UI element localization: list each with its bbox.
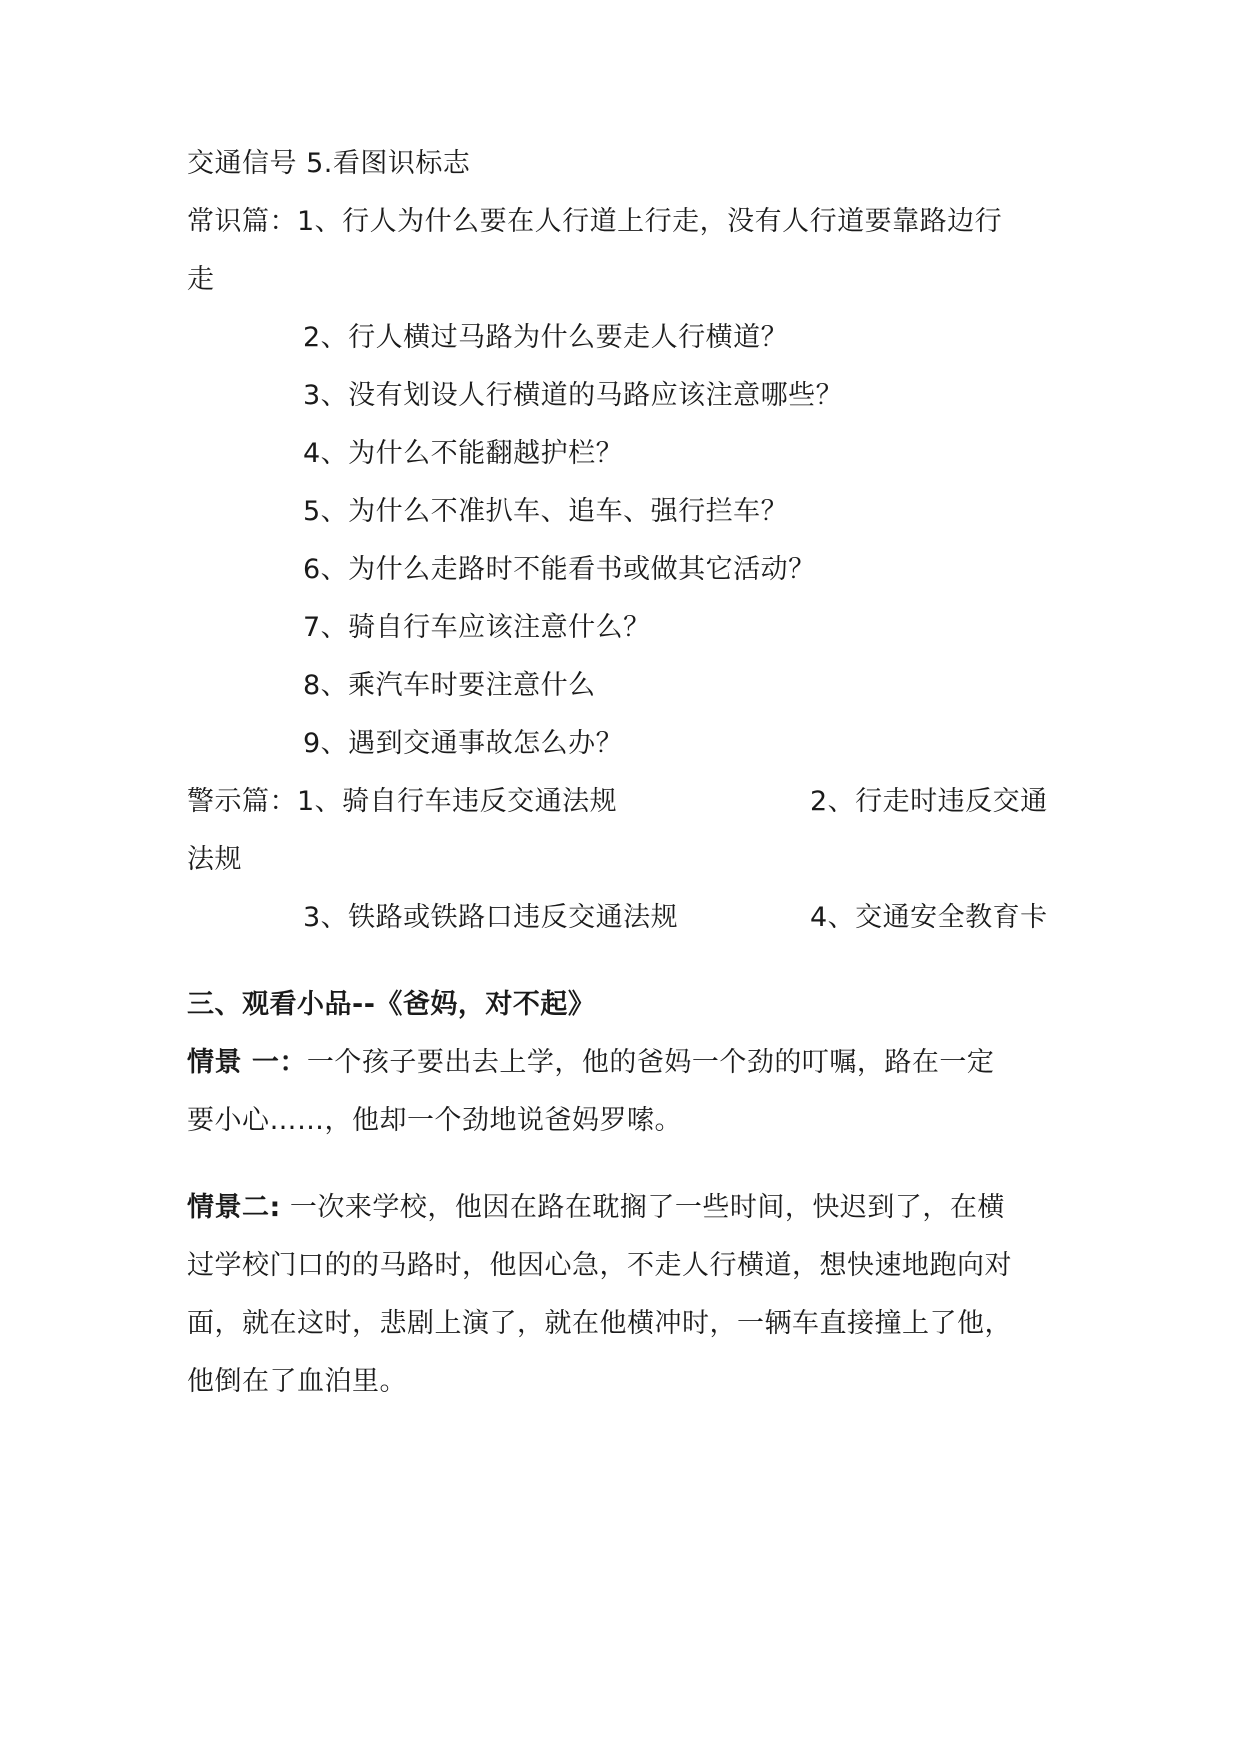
common-knowledge-q6: 6、为什么走路时不能看书或做其它活动？ <box>303 554 816 585</box>
scene-one-line-2: 要小心……，他却一个劲地说爸妈罗嗦。 <box>187 1105 682 1136</box>
scene-two-line-3: 面，就在这时，悲剧上演了，就在他横冲时，一辆车直接撞上了他， <box>187 1308 1012 1339</box>
warning-item-4: 4、交通安全教育卡 <box>810 902 1048 933</box>
common-knowledge-q2: 2、行人横过马路为什么要走人行横道？ <box>303 322 789 353</box>
scene-one-text: 一个孩子要出去上学，他的爸妈一个劲的叮嘱，路在一定 <box>306 1047 995 1078</box>
scene-two-line-1 <box>187 1190 1005 1226</box>
common-knowledge-q1-cont: 走 <box>187 264 215 295</box>
common-knowledge-q4: 4、为什么不能翻越护栏？ <box>303 438 624 469</box>
scene-two-line-4: 他倒在了血泊里。 <box>187 1366 407 1397</box>
warning-item-2-cont: 法规 <box>187 844 242 875</box>
warning-item-1: 警示篇：1、骑自行车违反交通法规 <box>187 786 618 817</box>
warning-item-3: 3、铁路或铁路口违反交通法规 <box>303 902 679 933</box>
scene-one-line-1 <box>187 1045 994 1081</box>
common-knowledge-q3: 3、没有划设人行横道的马路应该注意哪些？ <box>303 380 844 411</box>
text-line-traffic-signal: 交通信号 5.看图识标志 <box>187 148 471 179</box>
common-knowledge-q8: 8、乘汽车时要注意什么 <box>303 670 596 701</box>
warning-item-2: 2、行走时违反交通 <box>810 786 1048 817</box>
common-knowledge-q1: 常识篇：1、行人为什么要在人行道上行走，没有人行道要靠路边行 <box>187 206 1003 237</box>
scene-two-line-2: 过学校门口的的马路时，他因心急，不走人行横道，想快速地跑向对 <box>187 1250 1012 1281</box>
scene-one-label: 情景 一： <box>187 1047 307 1078</box>
section-heading: 三、观看小品--《爸妈，对不起》 <box>187 989 596 1020</box>
common-knowledge-q5: 5、为什么不准扒车、追车、强行拦车？ <box>303 496 789 527</box>
common-knowledge-q9: 9、遇到交通事故怎么办？ <box>303 728 624 759</box>
common-knowledge-q7: 7、骑自行车应该注意什么？ <box>303 612 651 643</box>
scene-two-label: 情景二: <box>187 1192 281 1223</box>
scene-two-text: 一次来学校，他因在路在耽搁了一些时间，快迟到了，在横 <box>280 1192 1005 1223</box>
